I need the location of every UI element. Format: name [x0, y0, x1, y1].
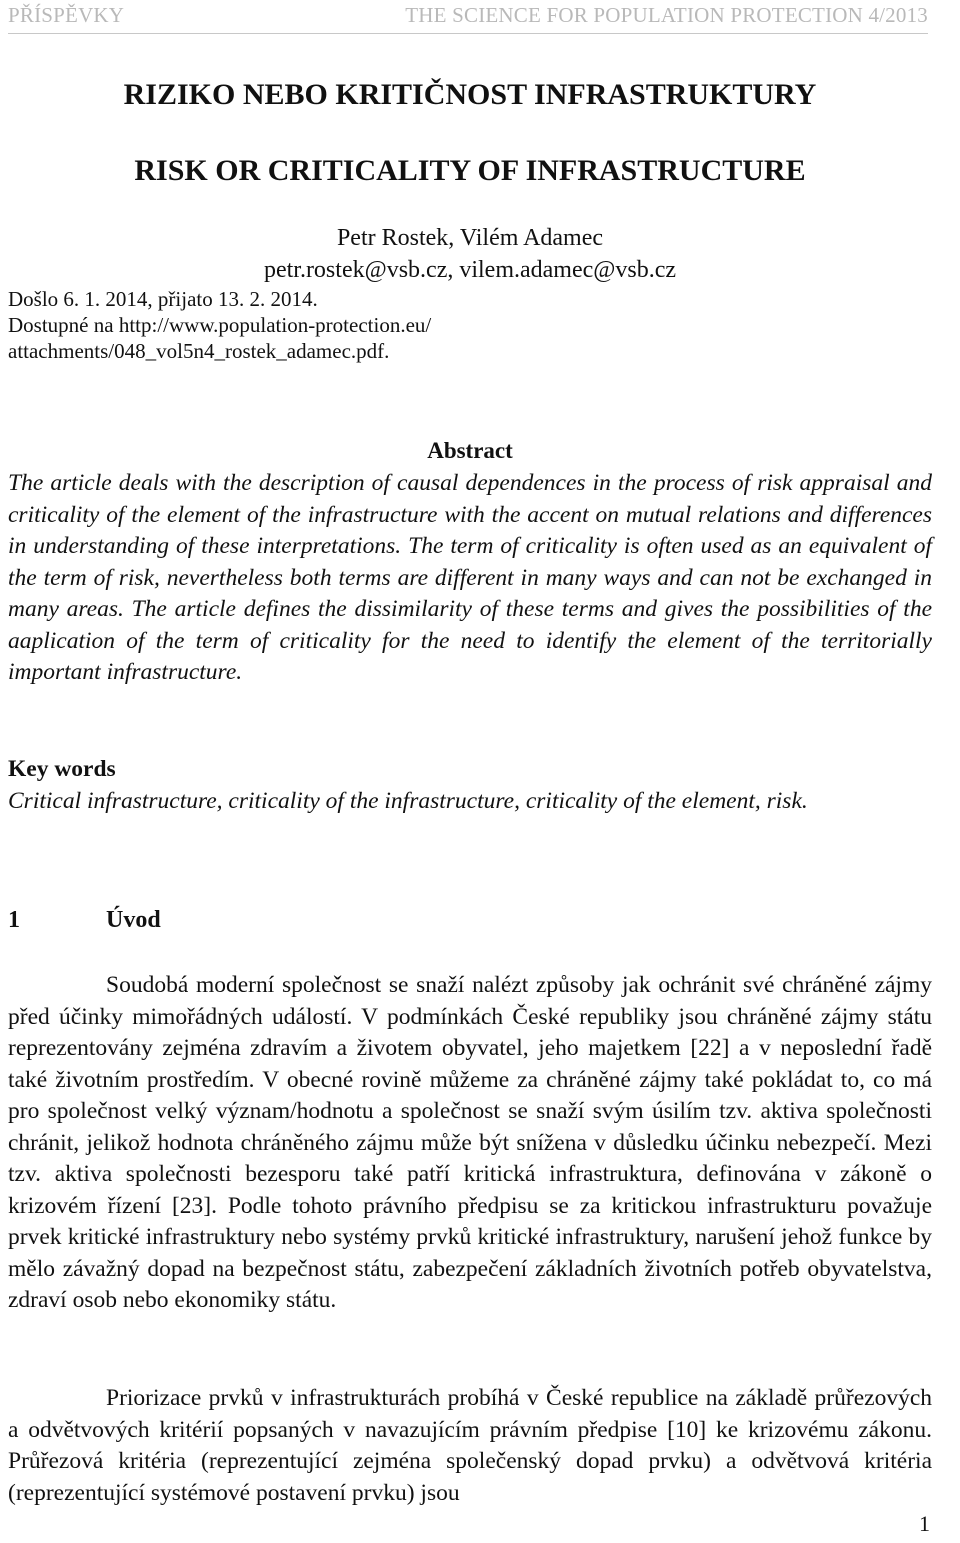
body-paragraph: Soudobá moderní společnost se snaží nalézt způsoby jak ochránit své chráněné zájmy před účinky mimořádných událostí. V podmínkách České republiky jsou chráněné zájmy státu reprezentovány zejména zdravím a životem obyvatel, jeho majetkem [22] a v neposlední řadě také životním prostředím. V obecné rovině můžeme za chráněné zájmy také pokládat to, co má pro společnost velký význam/hodnotu a společnost se snaží svým úsilím tzv. aktiva společnosti chránit, jelikož hodnota chráněného zájmu může být snížena v důsledku účinku nebezpečí. Mezi tzv. aktiva společnosti bezesporu také patří kritická infrastruktura, definována v zákoně o krizovém řízení [23]. Podle tohoto právního předpisu se za kritickou infrastrukturu považuje prvek kritické infrastruktury nebo systémy prvků kritické infrastruktury, narušení jehož funkce by mělo závažný dopad na bezpečnost státu, zabezpečení základních životních potřeb obyvatelstva, zdraví osob nebo ekonomiky státu.: [8, 972, 932, 1313]
running-header-journal: THE SCIENCE FOR POPULATION PROTECTION 4/2013: [405, 3, 928, 27]
abstract-text: The article deals with the description of causal dependences in the process of risk appraisal and criticality of the element of the infrastructure with the accent on mutual relations and differences in understanding of these interpretations. The term of criticality is often used as an equivalent of the term of risk, nevertheless both terms are different in many ways and can not be exchanged in many areas. The article defines the dissimilarity of these terms and gives the possibilities of the aaplication of the term of criticality for the need to identify the element of the territorially important infrastructure.: [8, 470, 932, 685]
keywords-heading: Key words: [8, 756, 116, 782]
received-date: Došlo 6. 1. 2014, přijato 13. 2. 2014.: [8, 287, 318, 311]
author-block: [0, 222, 940, 286]
author-names: Petr Rostek, Vilém Adamec: [336, 225, 604, 251]
body-paragraph: Priorizace prvků v infrastrukturách probíhá v České republice na základě průřezových a odvětvových kritérií popsaných v navazujícím právním předpise [10] ke krizovému zákonu. Průřezová kritéria (reprezentující zejména společenský dopad prvku) a odvětvová kritéria (reprezentující systémové postavení prvku) jsou: [8, 1385, 932, 1506]
title-english: RISK OR CRITICALITY OF INFRASTRUCTURE: [134, 154, 806, 187]
section-number: 1: [8, 907, 20, 933]
publication-meta: [8, 286, 431, 364]
title-czech: RIZIKO NEBO KRITIČNOST INFRASTRUKTURY: [123, 78, 817, 111]
page-number: 1: [919, 1511, 930, 1536]
keywords-text: Critical infrastructure, criticality of the infrastructure, criticality of the element, risk.: [8, 788, 808, 814]
availability-line-2: attachments/048_vol5n4_rostek_adamec.pdf.: [8, 339, 390, 363]
availability-line-1: Dostupné na http://www.population-protection.eu/: [8, 313, 432, 337]
header-divider: [8, 33, 928, 34]
running-header-section: PŘÍSPĚVKY: [8, 3, 125, 27]
abstract-heading: Abstract: [427, 438, 513, 463]
section-title: Úvod: [106, 907, 161, 933]
author-emails: petr.rostek@vsb.cz, vilem.adamec@vsb.cz: [263, 257, 677, 283]
